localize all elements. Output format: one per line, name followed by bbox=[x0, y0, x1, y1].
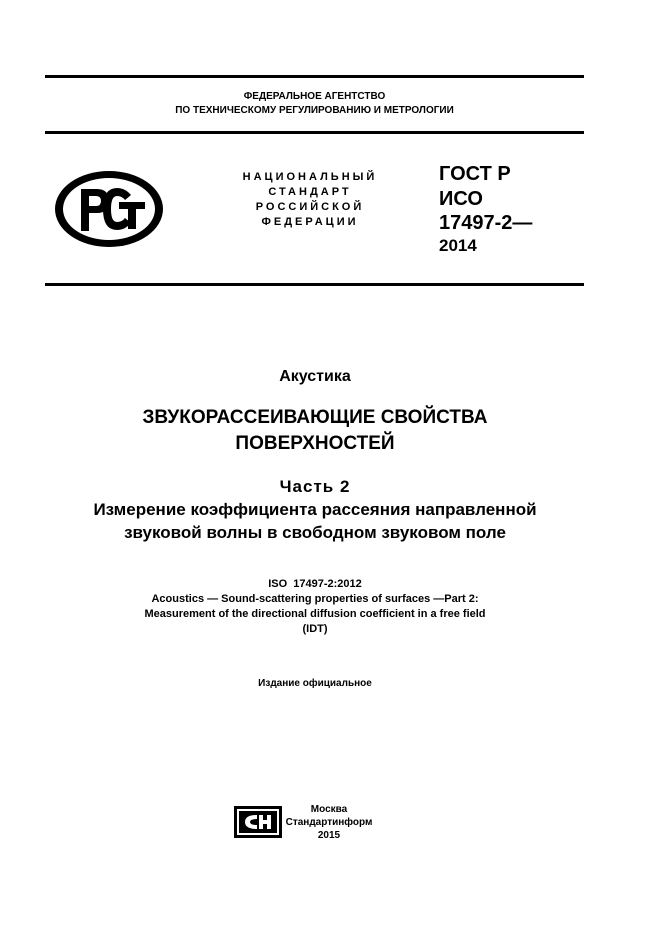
standard-type-line-4: ФЕДЕРАЦИИ bbox=[261, 216, 359, 228]
part-number: Часть 2 bbox=[279, 477, 351, 496]
agency-line-1: ФЕДЕРАЛЬНОЕ АГЕНТСТВО bbox=[243, 91, 386, 102]
designation-line-1: ГОСТ Р bbox=[439, 163, 511, 185]
document-title bbox=[0, 405, 630, 457]
designation-line-2: ИСО bbox=[439, 188, 483, 210]
iso-reference bbox=[0, 577, 630, 637]
header-bottom-rule bbox=[45, 283, 584, 286]
agency-line-2: ПО ТЕХНИЧЕСКОМУ РЕГУЛИРОВАНИЮ И МЕТРОЛОГИИ bbox=[175, 105, 454, 116]
agency-rule bbox=[45, 131, 584, 134]
standard-type-block bbox=[220, 170, 400, 230]
pct-emblem-icon bbox=[53, 169, 165, 249]
standard-type-line-2: СТАНДАРТ bbox=[268, 186, 352, 198]
designation-year: 2014 bbox=[439, 236, 477, 255]
edition-label: Издание официальное bbox=[258, 678, 372, 689]
iso-line-2: Acoustics — Sound-scattering properties of surfaces —Part 2: bbox=[151, 593, 479, 605]
top-rule bbox=[45, 75, 584, 78]
standard-type-line-3: РОССИЙСКОЙ bbox=[255, 201, 365, 213]
standartinform-logo-icon bbox=[233, 805, 283, 839]
iso-line-1: ISO 17497-2:2012 bbox=[268, 578, 362, 590]
iso-line-3: Measurement of the directional diffusion coefficient in a free field bbox=[144, 608, 486, 620]
standard-type-line-1: НАЦИОНАЛЬНЫЙ bbox=[242, 171, 378, 183]
publisher-name: Стандартинформ bbox=[285, 817, 373, 828]
publisher-block bbox=[284, 803, 374, 842]
subject-heading: Акустика bbox=[279, 368, 351, 385]
title-line-1: ЗВУКОРАССЕИВАЮЩИЕ СВОЙСТВА bbox=[142, 407, 488, 428]
iso-line-4: (IDT) bbox=[302, 623, 328, 635]
publisher-city: Москва bbox=[310, 804, 348, 815]
agency-block bbox=[45, 90, 584, 118]
part-line-2: звуковой волны в свободном звуковом поле bbox=[124, 523, 506, 542]
designation-line-3: 17497-2— bbox=[439, 212, 533, 234]
publisher-year: 2015 bbox=[317, 830, 341, 841]
title-line-2: ПОВЕРХНОСТЕЙ bbox=[235, 433, 395, 454]
part-line-1: Измерение коэффициента рассеяния направленной bbox=[93, 500, 537, 519]
part-block bbox=[0, 475, 630, 544]
designation-block bbox=[439, 161, 532, 257]
